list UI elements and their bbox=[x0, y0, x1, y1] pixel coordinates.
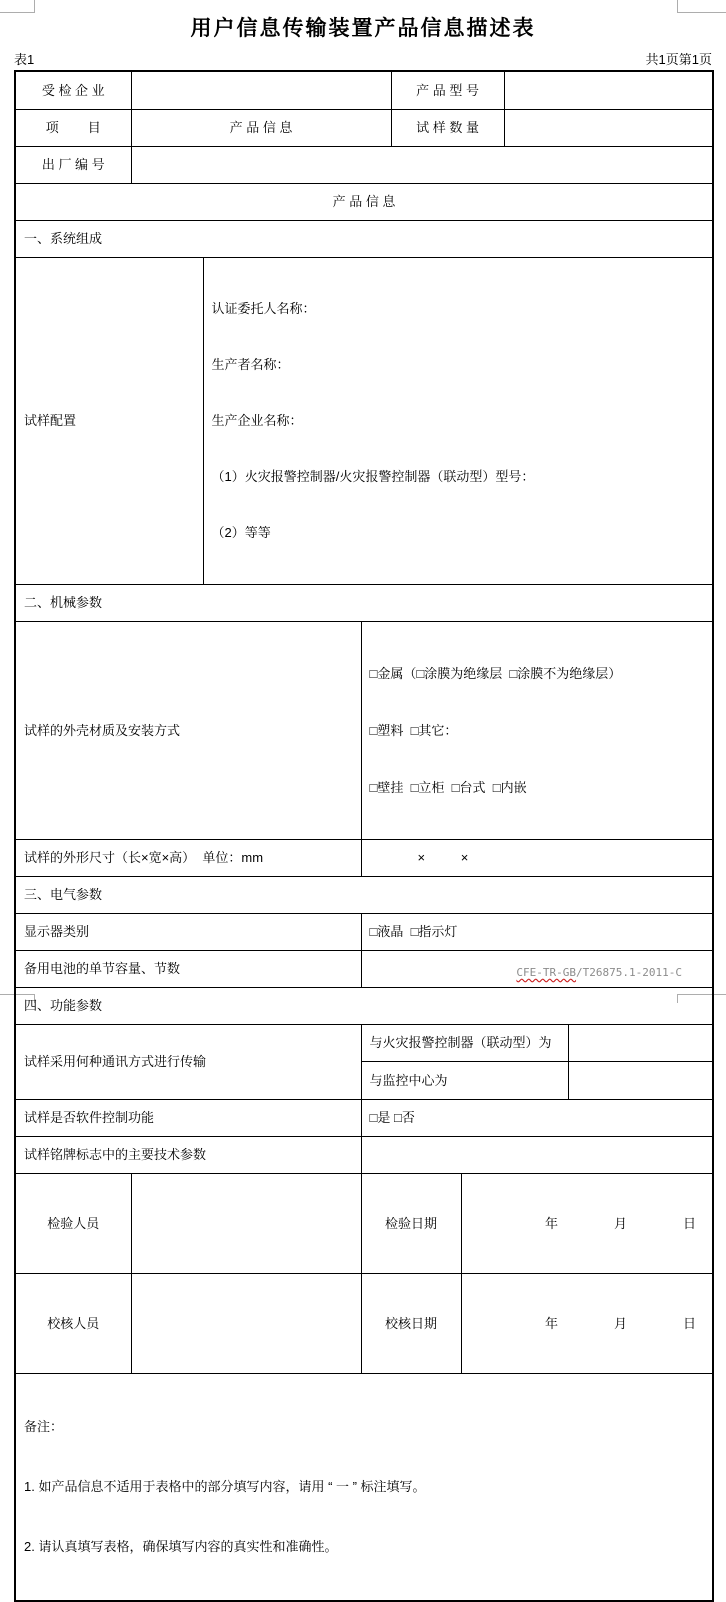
sample-quantity-input-cell[interactable] bbox=[504, 109, 713, 146]
inspected-company-input-cell[interactable] bbox=[131, 71, 391, 109]
shell-option-line-mounting[interactable]: □壁挂 □立柜 □台式 □内嵌 bbox=[369, 779, 527, 795]
month-label: 月 bbox=[614, 1315, 628, 1331]
shell-material-label: 试样的外壳材质及安装方式 bbox=[15, 621, 361, 839]
inspect-date-label: 检验日期 bbox=[361, 1173, 461, 1273]
comm-with-controller-input-cell[interactable] bbox=[568, 1024, 713, 1061]
product-info-form-table bbox=[14, 70, 714, 1602]
item-value: 产 品 信 息 bbox=[131, 109, 391, 146]
shell-option-line-plastic[interactable]: □塑料 □其它： bbox=[369, 722, 458, 738]
inspected-company-label: 受 检 企 业 bbox=[15, 71, 131, 109]
shell-option-line-metal[interactable]: □金属（□涂膜为绝缘层 □涂膜不为绝缘层） bbox=[369, 665, 622, 681]
factory-number-input-cell[interactable] bbox=[131, 146, 713, 183]
page-count-label: 共1页第1页 bbox=[645, 52, 712, 67]
page-title: 用户信息传输装置产品信息描述表 bbox=[190, 17, 536, 40]
inspector-input-cell[interactable] bbox=[131, 1173, 361, 1273]
review-date-input-cell[interactable] bbox=[461, 1273, 713, 1373]
reviewer-label: 校核人员 bbox=[15, 1273, 131, 1373]
table-number-label: 表1 bbox=[14, 52, 35, 67]
nameplate-params-input-cell[interactable] bbox=[361, 1136, 713, 1173]
document-code-suffix: /T26875.1-2011-C bbox=[576, 966, 682, 979]
software-control-label: 试样是否软件控制功能 bbox=[15, 1099, 361, 1136]
comm-with-center-label: 与监控中心为 bbox=[361, 1061, 568, 1099]
year-label: 年 bbox=[544, 1315, 558, 1331]
sample-config-line[interactable]: （1）火灾报警控制器/火灾报警控制器（联动型）型号： bbox=[211, 468, 535, 484]
product-model-label: 产 品 型 号 bbox=[391, 71, 504, 109]
reviewer-input-cell[interactable] bbox=[131, 1273, 361, 1373]
sample-config-line[interactable]: 生产者名称： bbox=[211, 356, 290, 372]
product-info-banner: 产 品 信 息 bbox=[15, 183, 713, 220]
review-date-label: 校核日期 bbox=[361, 1273, 461, 1373]
sample-config-line[interactable]: （2）等等 bbox=[211, 524, 271, 540]
year-label: 年 bbox=[544, 1215, 558, 1231]
sample-config-line[interactable]: 生产企业名称： bbox=[211, 412, 303, 428]
remarks-note-1: 1. 如产品信息不适用于表格中的部分填写内容，请用 “ 一 ” 标注填写。 bbox=[24, 1478, 426, 1494]
table-meta-row bbox=[14, 49, 712, 68]
product-model-input-cell[interactable] bbox=[504, 71, 713, 109]
sample-quantity-label: 试 样 数 量 bbox=[391, 109, 504, 146]
display-type-options-cell[interactable]: □液晶 □指示灯 bbox=[361, 913, 713, 950]
sample-config-label: 试样配置 bbox=[15, 257, 203, 584]
comm-with-center-input-cell[interactable] bbox=[568, 1061, 713, 1099]
outer-size-label: 试样的外形尺寸（长×宽×高） 单位：mm bbox=[15, 839, 361, 876]
review-date-units bbox=[470, 1314, 705, 1333]
software-control-options-cell[interactable]: □是 □否 bbox=[361, 1099, 713, 1136]
day-label: 日 bbox=[683, 1215, 697, 1231]
section-heading-electrical: 三、电气参数 bbox=[15, 876, 713, 913]
sample-config-line[interactable]: 认证委托人名称： bbox=[211, 300, 316, 316]
day-label: 日 bbox=[683, 1315, 697, 1331]
inspector-label: 检验人员 bbox=[15, 1173, 131, 1273]
comm-mode-label: 试样采用何种通讯方式进行传输 bbox=[15, 1024, 361, 1099]
remarks-note-2: 2. 请认真填写表格，确保填写内容的真实性和准确性。 bbox=[24, 1538, 338, 1554]
section-heading-system: 一、系统组成 bbox=[15, 220, 713, 257]
section-heading-functional: 四、功能参数 bbox=[15, 987, 713, 1024]
remarks-title: 备注： bbox=[24, 1418, 64, 1434]
sample-config-content-cell[interactable] bbox=[203, 257, 713, 584]
battery-capacity-label: 备用电池的单节容量、节数 bbox=[15, 950, 361, 987]
month-label: 月 bbox=[614, 1215, 628, 1231]
nameplate-params-label: 试样铭牌标志中的主要技术参数 bbox=[15, 1136, 361, 1173]
item-label: 项 目 bbox=[15, 109, 131, 146]
remarks-cell bbox=[15, 1373, 713, 1601]
comm-with-controller-label: 与火灾报警控制器（联动型）为 bbox=[361, 1024, 568, 1061]
inspect-date-units bbox=[470, 1214, 705, 1233]
factory-number-label: 出 厂 编 号 bbox=[15, 146, 131, 183]
shell-material-options-cell[interactable] bbox=[361, 621, 713, 839]
section-heading-mechanical: 二、机械参数 bbox=[15, 584, 713, 621]
document-code bbox=[516, 966, 682, 979]
outer-size-input-cell[interactable]: × × bbox=[361, 839, 713, 876]
display-type-label: 显示器类别 bbox=[15, 913, 361, 950]
document-code-prefix: CFE-TR-GB bbox=[516, 966, 577, 979]
inspect-date-input-cell[interactable] bbox=[461, 1173, 713, 1273]
